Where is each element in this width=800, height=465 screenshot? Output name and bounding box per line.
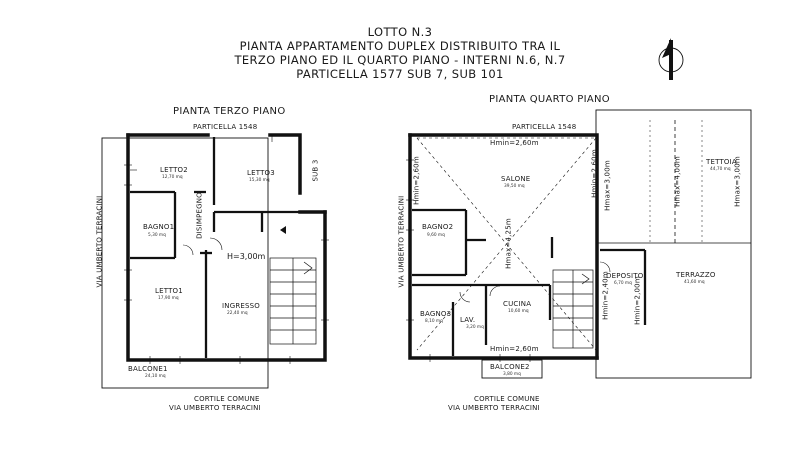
room-area-bagno1: 5,30 mq <box>148 233 166 238</box>
left-bottom-label1: CORTILE COMUNE <box>194 395 260 403</box>
room-name-balcone2: BALCONE2 <box>490 363 530 371</box>
room-area-letto1: 17,90 mq <box>158 296 179 301</box>
room-name-lav: LAV. <box>460 316 476 324</box>
plan-description-line3: PARTICELLA 1577 SUB 7, SUB 101 <box>296 67 504 81</box>
room-name-ingresso: INGRESSO <box>222 302 261 310</box>
room-name-letto2: LETTO2 <box>160 166 188 174</box>
staircase-left <box>270 258 316 344</box>
room-name-bagno1: BAGNO1 <box>143 223 175 231</box>
room-name-deposito: DEPOSITO <box>606 272 644 280</box>
height-top: Hmin=2,60m <box>490 139 539 147</box>
height-left: Hmin=2,60m <box>412 156 421 205</box>
room-name-terrazzo: TERRAZZO <box>676 271 716 279</box>
left-plan <box>102 135 329 388</box>
room-area-bagno3: 8,10 mq <box>425 319 443 324</box>
height-tettoia-right: Hmax=3,00m <box>733 156 742 207</box>
plan-description-line1: PIANTA APPARTAMENTO DUPLEX DISTRIBUITO TRA IL <box>239 39 561 53</box>
room-name-salone: SALONE <box>501 175 531 183</box>
lot-title: LOTTO N.3 <box>367 25 433 39</box>
left-plan-title: PIANTA TERZO PIANO <box>173 106 286 117</box>
height-deposito-right: Hmin=2,00m <box>633 276 642 325</box>
right-top-label: PARTICELLA 1548 <box>512 123 577 131</box>
room-name-letto3: LETTO3 <box>247 169 275 177</box>
right-bottom-label1: CORTILE COMUNE <box>474 395 540 403</box>
room-area-bagno2: 9,60 mq <box>427 233 445 238</box>
room-area-ingresso: 22,40 mq <box>227 311 248 316</box>
left-side-street-label: VIA UMBERTO TERRACINI <box>95 195 104 288</box>
room-area-salone: 39,50 mq <box>504 184 525 189</box>
room-name-letto1: LETTO1 <box>155 287 183 295</box>
room-area-cucina: 10,60 mq <box>508 309 529 314</box>
right-bottom-label2: VIA UMBERTO TERRACINI <box>448 404 540 412</box>
staircase-right <box>553 270 593 348</box>
room-name-bagno2: BAGNO2 <box>422 223 454 231</box>
room-area-tettoia: 44,70 mq <box>710 167 731 172</box>
room-area-terrazzo: 41,60 mq <box>684 280 705 285</box>
height-deposito-left: Hmin=2,40m <box>601 271 610 320</box>
plan-description-line2: TERZO PIANO ED IL QUARTO PIANO - INTERNI N.6, N.7 <box>234 53 566 67</box>
sub3-label: SUB 3 <box>311 159 320 182</box>
room-area-lav: 3,20 mq <box>466 325 484 330</box>
room-area-balcone1: 24,10 mq <box>145 374 166 379</box>
room-name-balcone1: BALCONE1 <box>128 365 168 373</box>
room-name-bagno3: BAGNO3 <box>420 310 452 318</box>
left-bottom-label2: VIA UMBERTO TERRACINI <box>169 404 261 412</box>
right-plan <box>406 110 751 378</box>
left-height-label: H=3,00m <box>227 252 266 261</box>
right-side-street-label: VIA UMBERTO TERRACINI <box>397 195 406 288</box>
left-top-label: PARTICELLA 1548 <box>193 123 258 131</box>
height-center: Hmax=4,25m <box>504 218 513 269</box>
room-name-tettoia: TETTOIA <box>706 158 737 166</box>
height-center-right: Hmin=2,60m <box>590 149 599 198</box>
room-area-letto2: 12,70 mq <box>162 175 183 180</box>
room-area-deposito: 6,70 mq <box>614 281 632 286</box>
height-right: Hmax=3,00m <box>603 160 612 211</box>
right-plan-title: PIANTA QUARTO PIANO <box>489 94 610 105</box>
height-bottom: Hmin=2,60m <box>490 345 539 353</box>
room-area-balcone2: 3,80 mq <box>503 372 521 377</box>
north-arrow-icon <box>659 38 683 80</box>
height-tettoia-mid: Hmax=4,00m <box>673 156 682 207</box>
room-area-letto3: 15,30 mq <box>249 178 270 183</box>
room-name-cucina: CUCINA <box>503 300 532 308</box>
room-name-disimpegno: DISIMPEGNO <box>195 192 204 239</box>
